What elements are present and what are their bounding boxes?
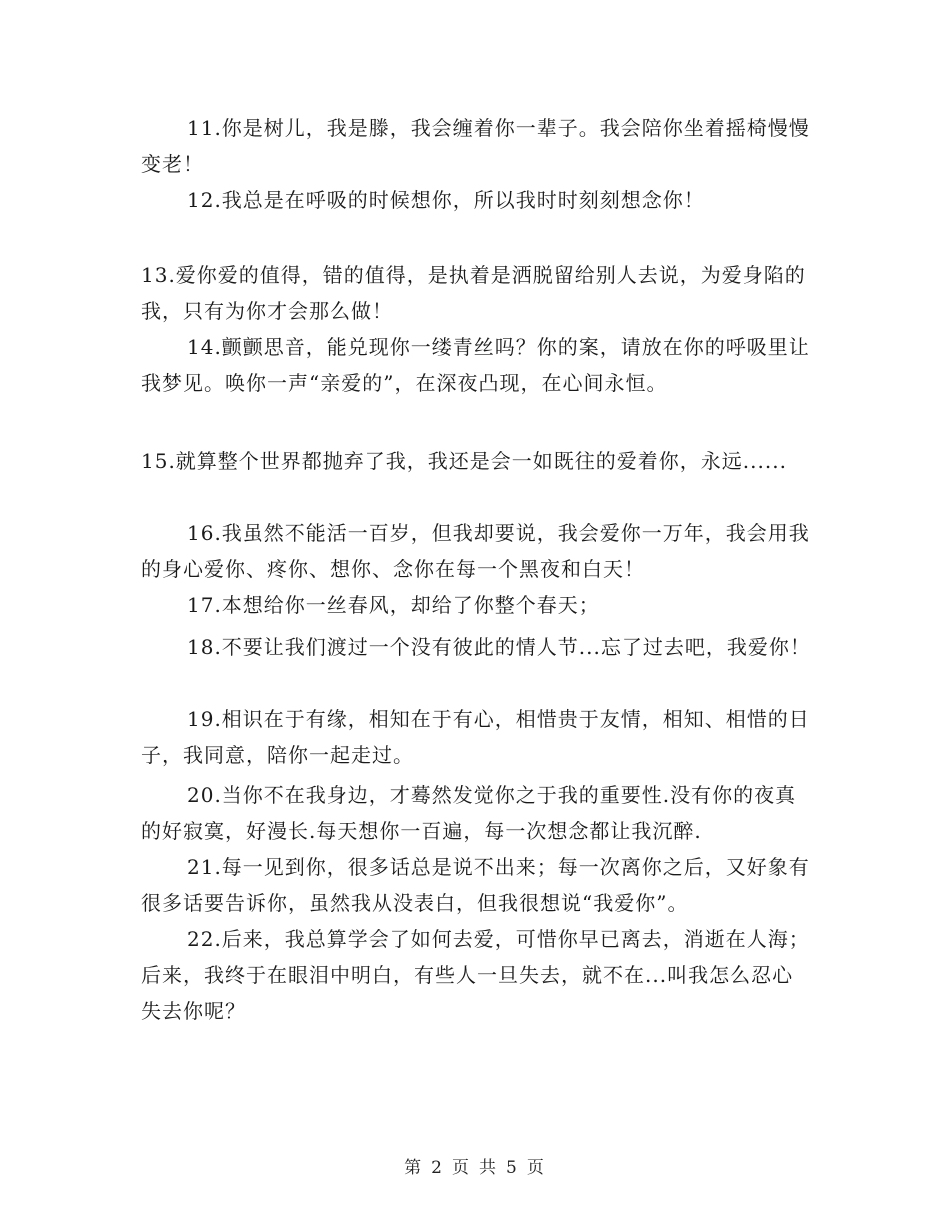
footer-page-word: 页 <box>452 1158 471 1178</box>
paragraph-13: 13.爱你爱的值得，错的值得，是执着是洒脱留给别人去说，为爱身陷的我，只有为你才会那么做！ <box>141 263 806 323</box>
paragraph-14: 14.颤颤思音，能兑现你一缕青丝吗？你的案，请放在你的呼吸里让我梦见。唤你一声“亲爱的”，在深夜凸现，在心间永恒。 <box>141 335 810 395</box>
footer-current-page: 2 <box>431 1158 444 1178</box>
paragraph-11: 11.你是树儿，我是滕，我会缠着你一辈子。我会陪你坐着摇椅慢慢变老！ <box>141 116 810 176</box>
paragraph-19: 19.相识在于有缘，相知在于有心，相惜贵于友情，相知、相惜的日子，我同意，陪你一起走过。 <box>141 707 810 767</box>
footer-suffix: 页 <box>526 1158 546 1178</box>
footer-prefix: 第 <box>404 1158 424 1178</box>
paragraph-18: 18.不要让我们渡过一个没有彼此的情人节...忘了过去吧，我爱你！ <box>187 635 811 659</box>
page-footer <box>0 1153 950 1178</box>
paragraph-22: 22.后来，我总算学会了如何去爱，可惜你早已离去，消逝在人海；后来，我终于在眼泪中明白，有些人一旦失去，就不在...叫我怎么忍心失去你呢？ <box>141 927 810 1023</box>
paragraph-17: 17.本想给你一丝春风，却给了你整个春天； <box>187 593 600 617</box>
paragraph-12: 12.我总是在呼吸的时候想你，所以我时时刻刻想念你！ <box>187 188 705 212</box>
footer-total-pages: 5 <box>506 1158 519 1178</box>
paragraph-16: 16.我虽然不能活一百岁，但我却要说，我会爱你一万年，我会用我的身心爱你、疼你、想你、念你在每一个黑夜和白天！ <box>141 521 810 581</box>
paragraph-21: 21.每一见到你，很多话总是说不出来；每一次离你之后，又好象有很多话要告诉你，虽然我从没表白，但我很想说“我爱你”。 <box>141 855 810 915</box>
footer-total-word: 共 <box>479 1158 498 1178</box>
paragraph-15: 15.就算整个世界都抛弃了我，我还是会一如既往的爱着你，永远...... <box>141 449 787 473</box>
paragraph-20: 20.当你不在我身边，才蓦然发觉你之于我的重要性.没有你的夜真的好寂寞，好漫长.每天想你一百遍，每一次想念都让我沉醉. <box>141 783 797 843</box>
